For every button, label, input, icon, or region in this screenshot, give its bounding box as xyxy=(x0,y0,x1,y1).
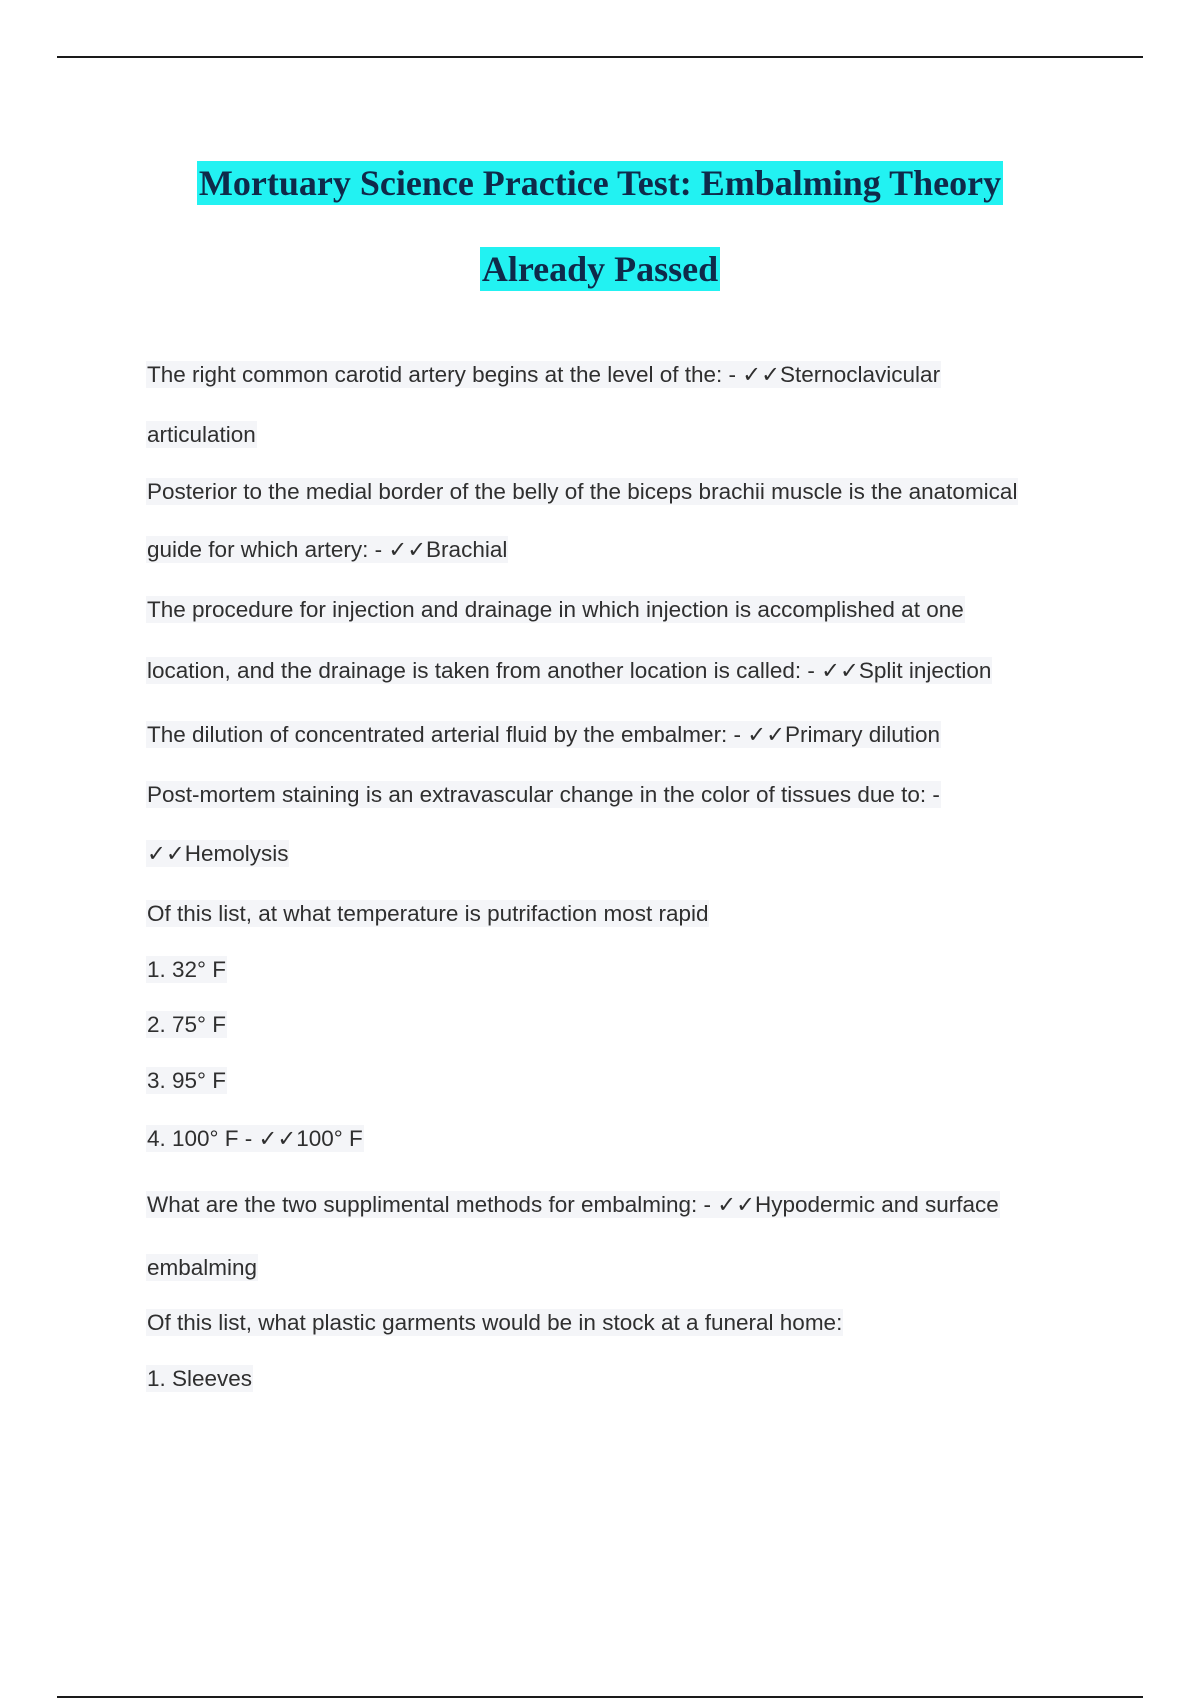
list-item: 2. 75° F xyxy=(147,1012,227,1037)
text-line: Of this list, at what temperature is putrifaction most rapid xyxy=(147,901,709,926)
text-line: ✓✓Hemolysis xyxy=(147,841,289,866)
document-title xyxy=(0,140,1200,312)
text-line: Post-mortem staining is an extravascular change in the color of tissues due to: - xyxy=(147,782,940,807)
text-line: embalming xyxy=(147,1255,258,1280)
text-line: What are the two supplimental methods for embalming: - ✓✓Hypodermic and surface xyxy=(147,1192,999,1217)
text-line: The procedure for injection and drainage in which injection is accomplished at one xyxy=(147,597,964,622)
list-item: 4. 100° F - ✓✓100° F xyxy=(147,1126,363,1151)
text-line: The right common carotid artery begins at the level of the: - ✓✓Sternoclavicular xyxy=(147,362,941,387)
title-line-1-text: Mortuary Science Practice Test: Embalming Theory xyxy=(198,163,1002,203)
list-item: 1. 32° F xyxy=(147,957,227,982)
text-line: guide for which artery: - ✓✓Brachial xyxy=(147,537,508,562)
list-item: 1. Sleeves xyxy=(147,1366,253,1391)
list-item: 3. 95° F xyxy=(147,1068,227,1093)
text-line: articulation xyxy=(147,422,256,447)
bottom-rule xyxy=(57,1696,1143,1698)
text-line: The dilution of concentrated arterial fluid by the embalmer: - ✓✓Primary dilution xyxy=(147,722,941,747)
text-line: location, and the drainage is taken from another location is called: - ✓✓Split injection xyxy=(147,658,992,683)
top-rule xyxy=(57,56,1143,58)
title-line-2 xyxy=(0,226,1200,312)
text-line: Posterior to the medial border of the belly of the biceps brachii muscle is the anatomical xyxy=(147,479,1018,504)
title-line-1 xyxy=(0,140,1200,226)
title-line-2-text: Already Passed xyxy=(481,249,719,289)
text-line: Of this list, what plastic garments would be in stock at a funeral home: xyxy=(147,1310,843,1335)
